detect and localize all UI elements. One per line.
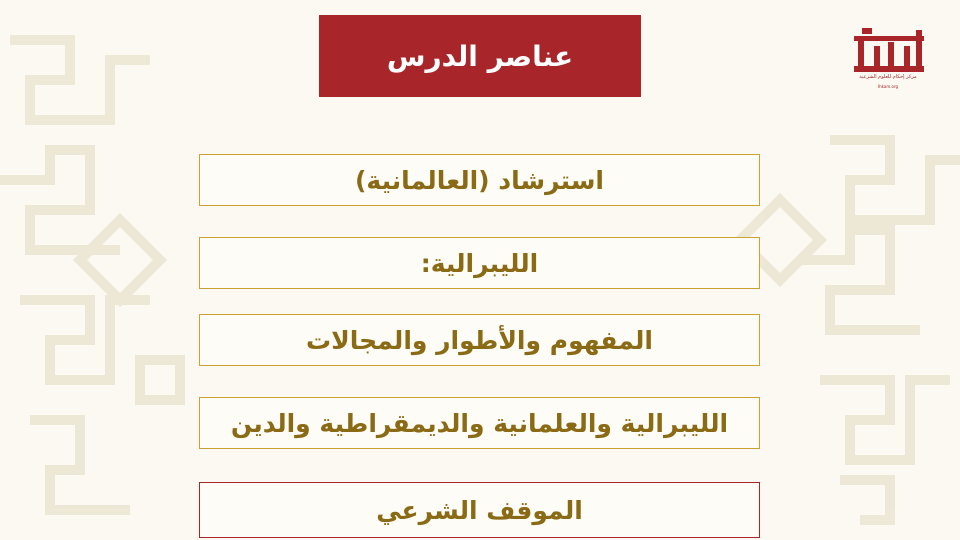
lesson-item-5	[199, 482, 760, 538]
lesson-item-label: المفهوم والأطوار والمجالات	[306, 325, 653, 355]
lesson-item-3	[199, 314, 760, 366]
lesson-item-label: استرشاد (العالمانية)	[354, 165, 604, 195]
lesson-title-banner	[319, 15, 641, 97]
lesson-title: عناصر الدرس	[386, 39, 574, 73]
logo-url: Ihkam.org	[877, 84, 899, 89]
lesson-item-2	[199, 237, 760, 289]
lesson-item-1	[199, 154, 760, 206]
lesson-item-label: الموقف الشرعي	[376, 495, 583, 525]
lesson-item-label: الليبرالية:	[420, 248, 539, 278]
logo-subtitle: مركز إحكام للعلوم الشرعية	[859, 74, 917, 80]
lesson-item-label: الليبرالية والعلمانية والديمقراطية والدين	[230, 408, 729, 438]
lesson-item-4	[199, 397, 760, 449]
